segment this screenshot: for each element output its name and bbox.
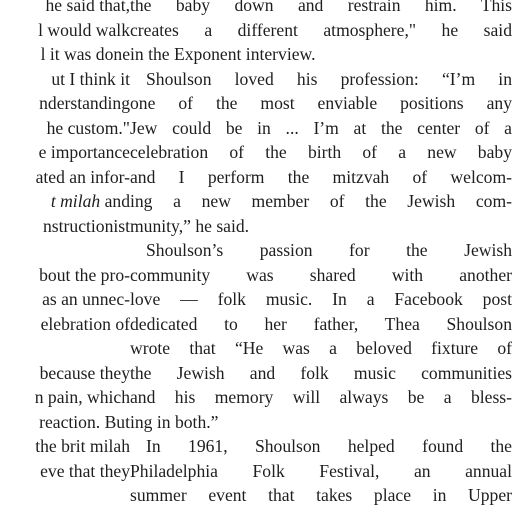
text-line: creates a different atmosphere," he said — [130, 19, 512, 40]
left-line: because they — [39, 362, 130, 383]
left-line-italic: t milah — [50, 191, 101, 211]
left-line: he said that, — [45, 0, 130, 15]
paragraph-2 — [130, 67, 512, 239]
text-line: community was shared with another — [130, 264, 512, 285]
left-line: eve that they — [40, 460, 130, 481]
left-line: the brit milah — [35, 436, 130, 456]
text-line: and I perform the mitzvah of welcom- — [130, 166, 512, 187]
left-line: as an unnec- — [42, 289, 130, 309]
text-line: celebration of the birth of a new baby — [130, 142, 512, 162]
left-line: elebration of — [40, 313, 130, 334]
text-line: dedicated to her father, Thea Shoulson — [130, 313, 512, 334]
text-line: Jew could be in ... I’m at the center of a — [130, 117, 512, 138]
text-line: the Jewish and folk music communities — [130, 362, 512, 383]
left-line: reaction. But — [39, 411, 130, 432]
left-line: ut I think it — [51, 68, 130, 89]
text-line: munity,” he said. — [130, 215, 250, 236]
text-line: ing in both.” — [130, 411, 219, 432]
text-line: summer event that takes place in Upper — [130, 485, 512, 505]
text-line: and his memory will always be a bless- — [130, 387, 512, 407]
text-line: Shoulson loved his profession: “I’m in — [146, 68, 512, 89]
left-line: bout the pro- — [39, 264, 130, 285]
text-line: one of the most enviable positions any — [130, 93, 512, 113]
left-line: t milah and — [50, 191, 130, 211]
text-line: wrote that “He was a beloved fixture of — [130, 338, 512, 358]
paragraph-3 — [130, 238, 512, 434]
left-column — [0, 0, 130, 483]
left-line: e importance — [38, 142, 130, 162]
left-line: nderstanding — [39, 93, 130, 113]
left-line-blank — [0, 336, 130, 361]
text-line: in the Exponent interview. — [130, 44, 316, 64]
left-line: ated an infor- — [35, 166, 130, 187]
text-line: In 1961, Shoulson helped found the — [146, 436, 512, 456]
left-line: l would walk — [38, 19, 130, 40]
text-line: the baby down and restrain him. This — [130, 0, 512, 15]
text-line: love — folk music. In a Facebook post — [130, 289, 512, 309]
text-line: Shoulson’s passion for the Jewish — [146, 240, 512, 260]
right-column — [130, 0, 512, 508]
left-line-blank — [0, 238, 130, 263]
text-line: Philadelphia Folk Festival, an annual — [130, 460, 512, 481]
left-line: he custom." — [46, 117, 130, 138]
paragraph-4 — [130, 434, 512, 508]
paragraph-1 — [130, 0, 512, 67]
text-line: ing a new member of the Jewish com- — [130, 191, 512, 211]
left-line: n pain, which — [34, 387, 130, 407]
left-line: l it was done — [40, 44, 130, 64]
left-line: nstructionist — [43, 215, 130, 236]
